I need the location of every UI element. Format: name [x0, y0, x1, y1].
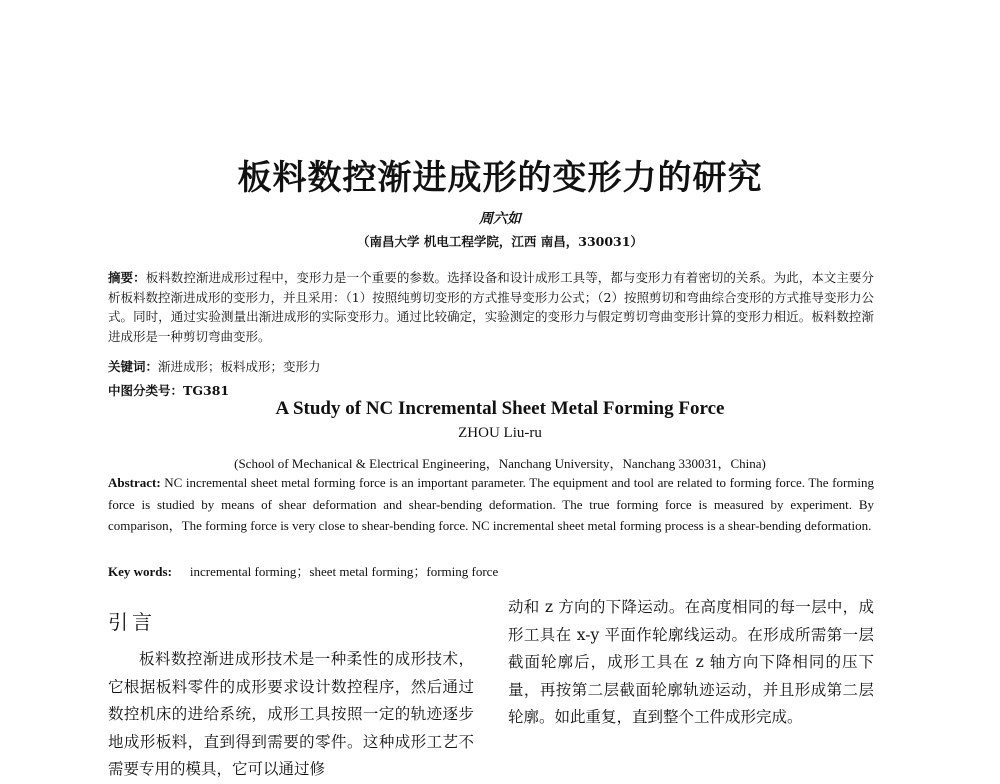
affiliation-cn: （南昌大学 机电工程学院，江西 南昌，330031）	[357, 234, 643, 249]
keywords-en-text: incremental forming；sheet metal forming；forming force	[189, 564, 499, 579]
abstract-cn	[108, 268, 874, 346]
keywords-en-label: Key words:	[108, 564, 172, 579]
affiliation-en: (School of Mechanical & Electrical Engineering，Nanchang University，Nanchang 330031，China)	[234, 456, 766, 471]
classification-cn	[108, 381, 874, 399]
section-heading-introduction: 引言	[108, 610, 156, 634]
abstract-en-label: Abstract:	[108, 475, 161, 490]
body-column-left: 板料数控渐进成形技术是一种柔性的成形技术，它根据板料零件的成形要求设计数控程序，然后通过数控机床的进给系统，成形工具按照一定的轨迹逐步地成形板料，直到得到需要的零件。这种成形工艺不需要专用的模具，它可以通过修	[108, 650, 474, 778]
keywords-en	[108, 561, 874, 580]
keywords-cn-text: 渐进成形；板料成形；变形力	[158, 359, 321, 374]
author-en: ZHOU Liu-ru	[458, 425, 542, 441]
title-en: A Study of NC Incremental Sheet Metal Forming Force	[275, 398, 725, 419]
body-column-right: 动和 z 方向的下降运动。在高度相同的每一层中，成形工具在 x-y 平面作轮廓线运动。在形成所需第一层截面轮廓后，成形工具在 z 轴方向下降相同的压下量，再按第二层截面轮廓轨迹运动，并且形成第二层轮廓。如此重复，直到整个工件成形完成。	[508, 598, 874, 726]
abstract-cn-text: 板料数控渐进成形过程中，变形力是一个重要的参数。选择设备和设计成形工具等，都与变形力有着密切的关系。为此，本文主要分析板料数控渐进成形的变形力，并且采用：（1）按照纯剪切变形的方式推导变形力公式；（2）按照剪切和弯曲综合变形的方式推导变形力公式。同时，通过实验测量出渐进成形的实际变形力。通过比较确定，实验测定的变形力与假定剪切弯曲变形计算的变形力相近。板料数控渐进成形是一种剪切弯曲变形。	[108, 270, 874, 344]
classification-cn-label: 中图分类号：	[108, 383, 184, 398]
abstract-cn-label: 摘要：	[108, 270, 146, 285]
keywords-cn	[108, 357, 874, 375]
title-cn: 板料数控渐进成形的变形力的研究	[237, 158, 763, 198]
classification-cn-code: TG381	[183, 383, 230, 398]
abstract-en-text: NC incremental sheet metal forming force is an important parameter. The equipment and tool are related to forming force. The forming force is studied by means of shear deformation and shear-bending deformation. The true forming force is measured by experiment. By comparison，The forming force is very close to shear-bending force. NC incremental sheet metal forming process is a shear-bending deformation.	[108, 475, 875, 533]
abstract-en	[108, 472, 874, 537]
author-cn: 周六如	[479, 211, 521, 227]
keywords-cn-label: 关键词：	[108, 359, 159, 374]
